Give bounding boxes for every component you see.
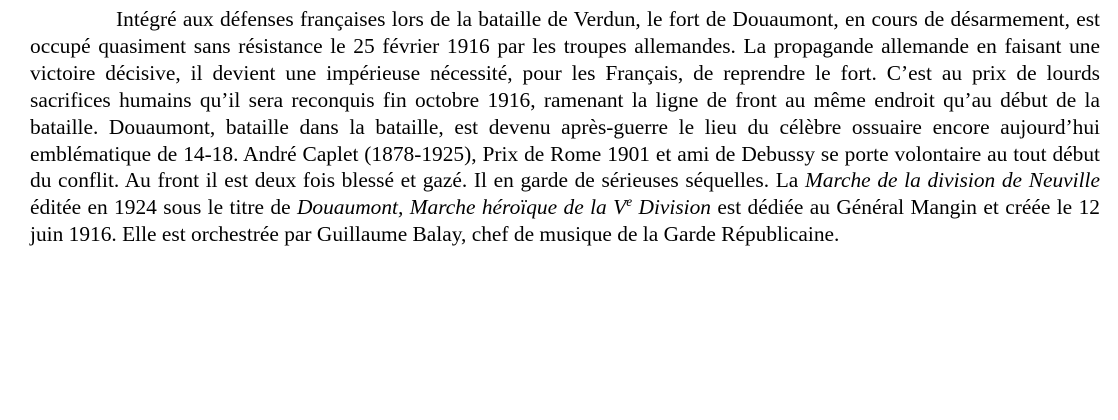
- italic-published-title: [297, 195, 711, 219]
- paragraph-text-ending: est dédiée au Général Mangin et créée le 12 juin 1916. Elle est orchestrée par Guillaume Balay, chef de musique de la Garde Républicaine.: [30, 195, 1100, 247]
- body-paragraph: [30, 6, 1100, 248]
- paragraph-text-published: éditée en 1924 sous le titre de: [30, 195, 297, 220]
- italic-work-title: Marche de la division de Neuville: [804, 168, 1100, 193]
- ordinal-superscript: e: [626, 194, 633, 210]
- paragraph-text-intro: Intégré aux défenses françaises lors de la bataille de Verdun, le fort de Douaumont, en cours de désarmement, est occupé quasiment sans résistance le 25 février 1916 par les troupes allemandes. La propagande allemande en faisant une victoire décisive, il devient une impérieuse nécessité, pour les Français, de reprendre le fort. C’est au prix de lourds sacrifices humains qu’il sera reconquis fin octobre 1916, ramenant la ligne de front au même endroit qu’au début de la bataille. Douaumont, bataille dans la bataille, est devenu après-guerre le lieu du célèbre ossuaire encore aujourd’hui emblématique de 14-18. André Caplet (1878-1925), Prix de Rome 1901 et ami de Debussy se porte volontaire au tout début du conflit. Au front il est deux fois blessé et gazé. Il en garde de sérieuses séquelles. La: [30, 7, 1100, 193]
- italic-published-title-end: Division: [632, 195, 711, 220]
- italic-published-title-main: Douaumont, Marche héroïque de la V: [296, 195, 627, 220]
